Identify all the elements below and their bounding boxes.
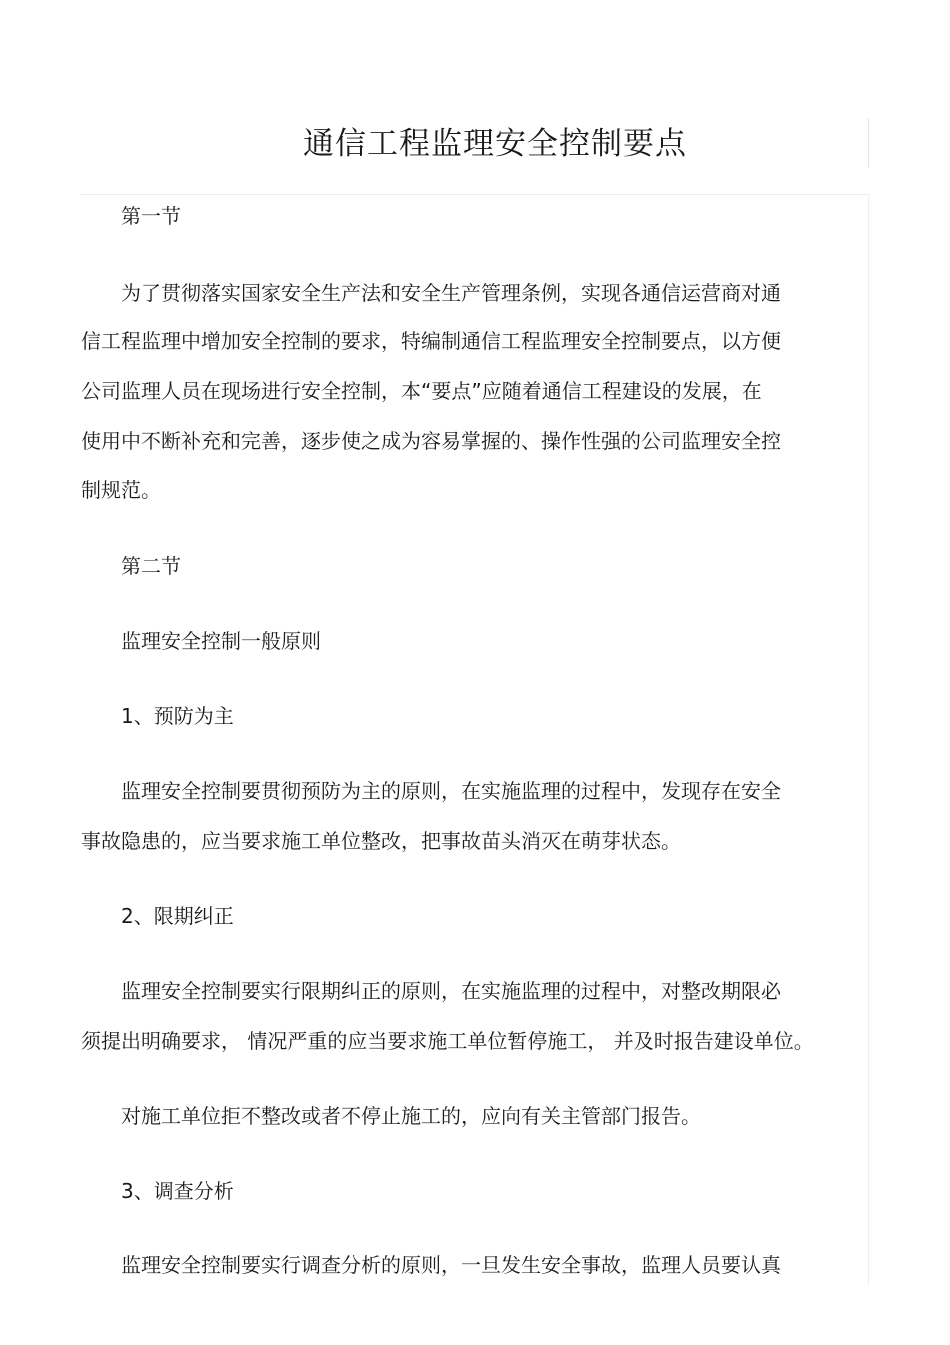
paragraph-line: 使用中不断补充和完善，逐步使之成为容易掌握的、操作性强的公司监理安全控: [81, 429, 781, 453]
paragraph-line: 公司监理人员在现场进行安全控制，本“要点”应随着通信工程建设的发展，在: [81, 379, 762, 403]
section-heading-1: 第一节: [121, 204, 181, 228]
paragraph-line: 监理安全控制要实行限期纠正的原则，在实施监理的过程中，对整改期限必: [121, 979, 781, 1003]
paragraph-line: 须提出明确要求， 情况严重的应当要求施工单位暂停施工， 并及时报告建设单位。: [81, 1029, 814, 1053]
paragraph-line: 信工程监理中增加安全控制的要求，特编制通信工程监理安全控制要点，以方便: [81, 329, 781, 353]
item-heading-2: 2、限期纠正: [121, 904, 234, 928]
item-heading-1: 1、预防为主: [121, 704, 234, 728]
item-heading-3: 3、调查分析: [121, 1179, 234, 1203]
document-title: 通信工程监理安全控制要点: [303, 126, 687, 162]
paragraph-line: 为了贯彻落实国家安全生产法和安全生产管理条例，实现各通信运营商对通: [121, 281, 781, 305]
paragraph-line: 制规范。: [81, 478, 161, 502]
paragraph-line: 对施工单位拒不整改或者不停止施工的，应向有关主管部门报告。: [121, 1104, 701, 1128]
paragraph-line: 事故隐患的，应当要求施工单位整改，把事故苗头消灭在萌芽状态。: [81, 829, 681, 853]
title-divider-vertical: [868, 118, 869, 168]
body-divider-vertical: [868, 196, 869, 1286]
subsection-heading: 监理安全控制一般原则: [121, 629, 321, 653]
section-heading-2: 第二节: [121, 554, 181, 578]
paragraph-line: 监理安全控制要实行调查分析的原则，一旦发生安全事故，监理人员要认真: [121, 1253, 781, 1277]
header-divider: [80, 194, 870, 195]
paragraph-line: 监理安全控制要贯彻预防为主的原则，在实施监理的过程中，发现存在安全: [121, 779, 781, 803]
